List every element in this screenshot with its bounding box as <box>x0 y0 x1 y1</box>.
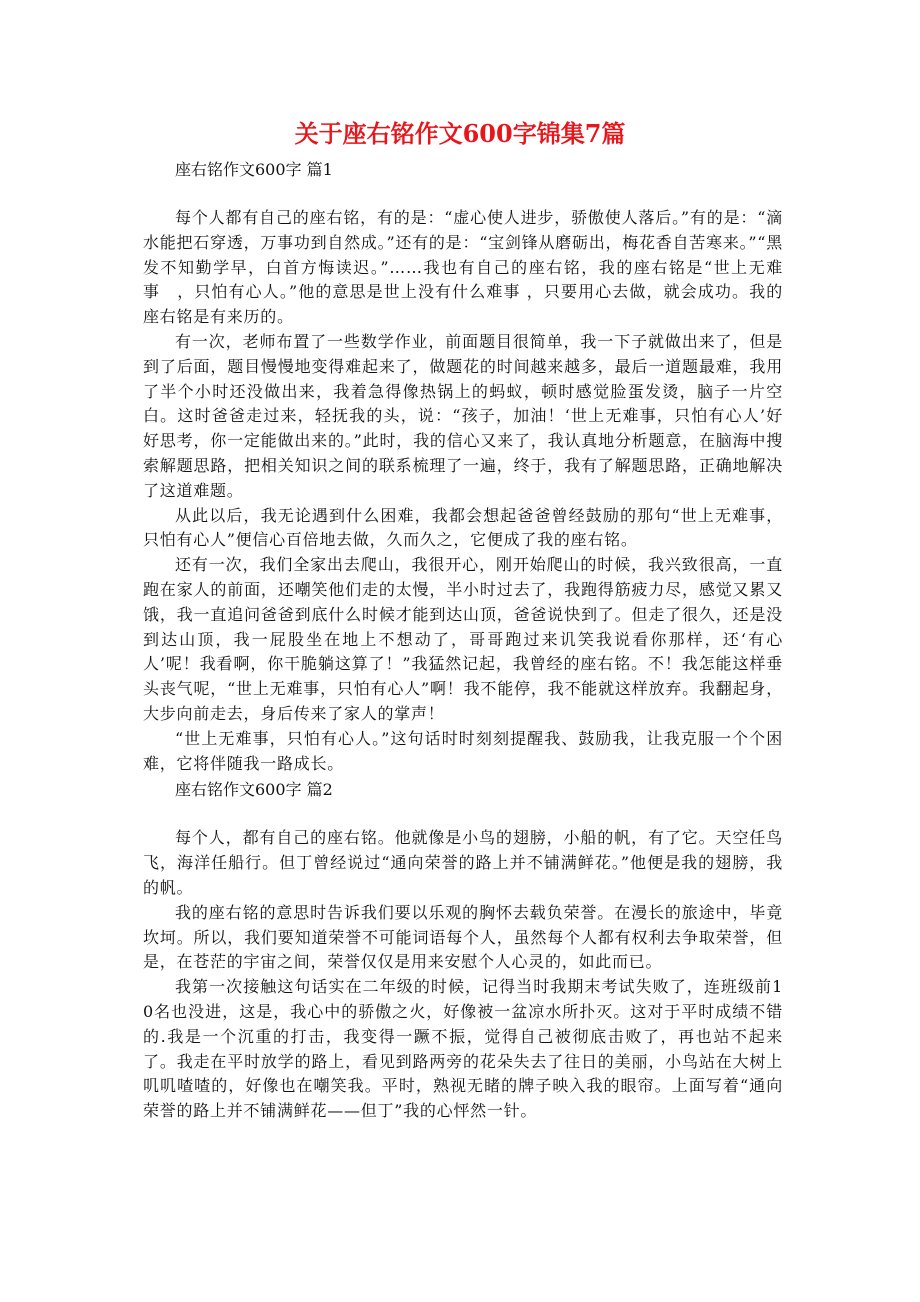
section-1 <box>143 156 783 776</box>
section-spacer <box>143 184 783 206</box>
paragraph: 还有一次，我们全家出去爬山，我很开心，刚开始爬山的时候，我兴致很高，一直跑在家人的前面，还嘲笑他们走的太慢，半小时过去了，我跑得筋疲力尽，感觉又累又饿，我一直追问爸爸到底什么时候才能到达山顶，爸爸说快到了。但走了很久，还是没到达山顶，我一屁股坐在地上不想动了，哥哥跑过来讥笑我说看你那样，还‘有心人’呢！我看啊，你干脆躺这算了！”我猛然记起，我曾经的座右铭。不！我怎能这样垂头丧气呢，“世上无难事，只怕有心人”啊！我不能停，我不能就这样放弃。我翻起身，大步向前走去，身后传来了家人的掌声！ <box>143 555 783 723</box>
paragraph: 有一次，老师布置了一些数学作业，前面题目很简单，我一下子就做出来了，但是到了后面，题目慢慢地变得难起来了，做题花的时间越来越多，最后一道题最难，我用了半个小时还没做出来，我着急得像热锅上的蚂蚁，顿时感觉脸蛋发烫，脑子一片空白。这时爸爸走过来，轻抚我的头，说：“孩子，加油！‘世上无难事，只怕有心人’好好思考，你一定能做出来的。”此时，我的信心又来了，我认真地分析题意，在脑海中搜索解题思路，把相关知识之间的联系梳理了一遍，终于，我有了解题思路，正确地解决了这道难题。 <box>143 331 783 500</box>
section-spacer <box>143 804 783 826</box>
paragraph: 我的座右铭的意思时告诉我们要以乐观的胸怀去载负荣誉。在漫长的旅途中，毕竟坎坷。所以，我们要知道荣誉不可能词语每个人，虽然每个人都有权利去争取荣誉，但是，在苍茫的宇宙之间，荣誉仅仅是用来安慰个人心灵的，如此而已。 <box>143 902 783 972</box>
paragraph: 我第一次接触这句话实在二年级的时候，记得当时我期末考试失败了，连班级前10名也没进，这是，我心中的骄傲之火，好像被一盆凉水所扑灭。这对于平时成绩不错的.我是一个沉重的打击，我变得一蹶不振，觉得自己被彻底击败了，再也站不起来了。我走在平时放学的路上，看见到路两旁的花朵失去了往日的美丽，小鸟站在大树上叽叽喳喳的，好像也在嘲笑我。平时，熟视无睹的牌子映入我的眼帘。上面写着“通向荣誉的路上并不铺满鲜花——但丁”我的心怦然一针。 <box>143 977 783 1121</box>
document-title: 关于座右铭作文600字锦集7篇 <box>294 119 626 148</box>
section-heading: 座右铭作文600字 篇2 <box>175 780 333 800</box>
paragraph: 从此以后，我无论遇到什么困难，我都会想起爸爸曾经鼓励的那句“世上无难事，只怕有心人”便信心百倍地去做，久而久之，它便成了我的座右铭。 <box>143 505 783 550</box>
section-2 <box>143 776 783 1124</box>
paragraph: 每个人都有自己的座右铭，有的是：“虚心使人进步，骄傲使人落后。”有的是：“滴水能把石穿透，万事功到自然成。”还有的是：“宝剑锋从磨砺出，梅花香自苦寒来。”“黑发不知勤学早，白首方悔读迟。”……我也有自己的座右铭，我的座右铭是“世上无难事 ，只怕有心人。”他的意思是世上没有什么难事 ，只要用心去做，就会成功。我的座右铭是有来历的。 <box>143 208 783 327</box>
paragraph: “世上无难事，只怕有心人。”这句话时时刻刻提醒我、鼓励我，让我克服一个个困难，它将伴随我一路成长。 <box>143 728 783 773</box>
paragraph: 每个人，都有自己的座右铭。他就像是小鸟的翅膀，小船的帆，有了它。天空任鸟飞，海洋任船行。但丁曾经说过“通向荣誉的路上并不铺满鲜花。”他便是我的翅膀，我的帆。 <box>143 828 783 897</box>
document-body <box>143 156 783 1124</box>
section-heading: 座右铭作文600字 篇1 <box>175 160 333 179</box>
